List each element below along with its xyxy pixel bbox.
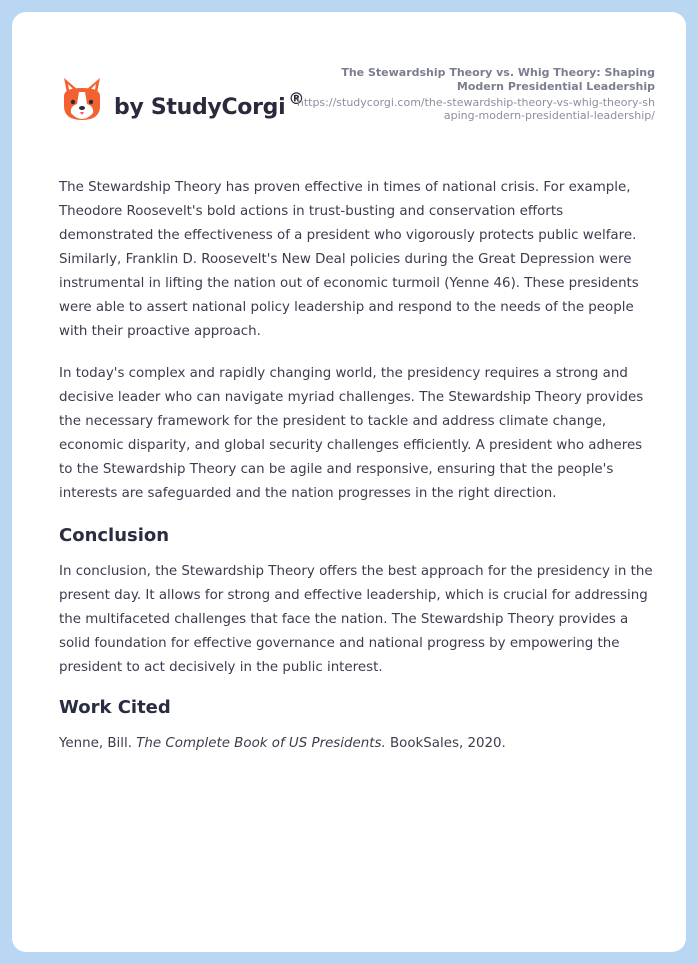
works-cited-heading: Work Cited <box>59 697 171 718</box>
studycorgi-logo[interactable] <box>60 76 310 136</box>
document-url[interactable]: https://studycorgi.com/the-stewardship-theory-vs-whig-theory-shaping-modern-presidential-leadership/ <box>296 96 655 122</box>
conclusion-heading: Conclusion <box>59 525 170 546</box>
citation-title: The Complete Book of US Presidents. <box>136 736 386 751</box>
document-page <box>12 12 686 952</box>
document-title: The Stewardship Theory vs. Whig Theory: Shaping Modern Presidential Leadership <box>341 66 655 93</box>
body-paragraph: In today's complex and rapidly changing world, the presidency requires a strong and decisive leader who can navigate myriad challenges. The Stewardship Theory provides the necessary framework for the president to tackle and address climate change, economic disparity, and global security challenges efficiently. A president who adheres to the Stewardship Theory can be agile and responsive, ensuring that the people's interests are safeguarded and the nation progresses in the right direction. <box>59 366 644 501</box>
citation-publisher: BookSales, 2020. <box>389 736 506 751</box>
document-body <box>59 176 659 774</box>
corgi-logo-icon <box>60 76 104 124</box>
document-header <box>295 66 655 122</box>
conclusion-paragraph: In conclusion, the Stewardship Theory offers the best approach for the presidency in the present day. It allows for strong and effective leadership, which is crucial for addressing the multifaceted challenges that face the nation. The Stewardship Theory provides a solid foundation for effective governance and national progress by empowering the president to act decisively in the public interest. <box>59 564 653 675</box>
body-paragraph: The Stewardship Theory has proven effective in times of national crisis. For example, Theodore Roosevelt's bold actions in trust-busting and conservation efforts demonstrated the effectiveness of a president who vigorously protects public welfare. Similarly, Franklin D. Roosevelt's New Deal policies during the Great Depression were instrumental in lifting the nation out of economic turmoil (Yenne 46). These presidents were able to assert national policy leadership and respond to the needs of the people with their proactive approach. <box>59 180 639 339</box>
brand-name: by StudyCorgi ® <box>114 89 305 120</box>
citation-author: Yenne, Bill. <box>59 736 132 751</box>
registered-mark: ® <box>288 89 305 108</box>
citation-entry <box>59 732 659 756</box>
